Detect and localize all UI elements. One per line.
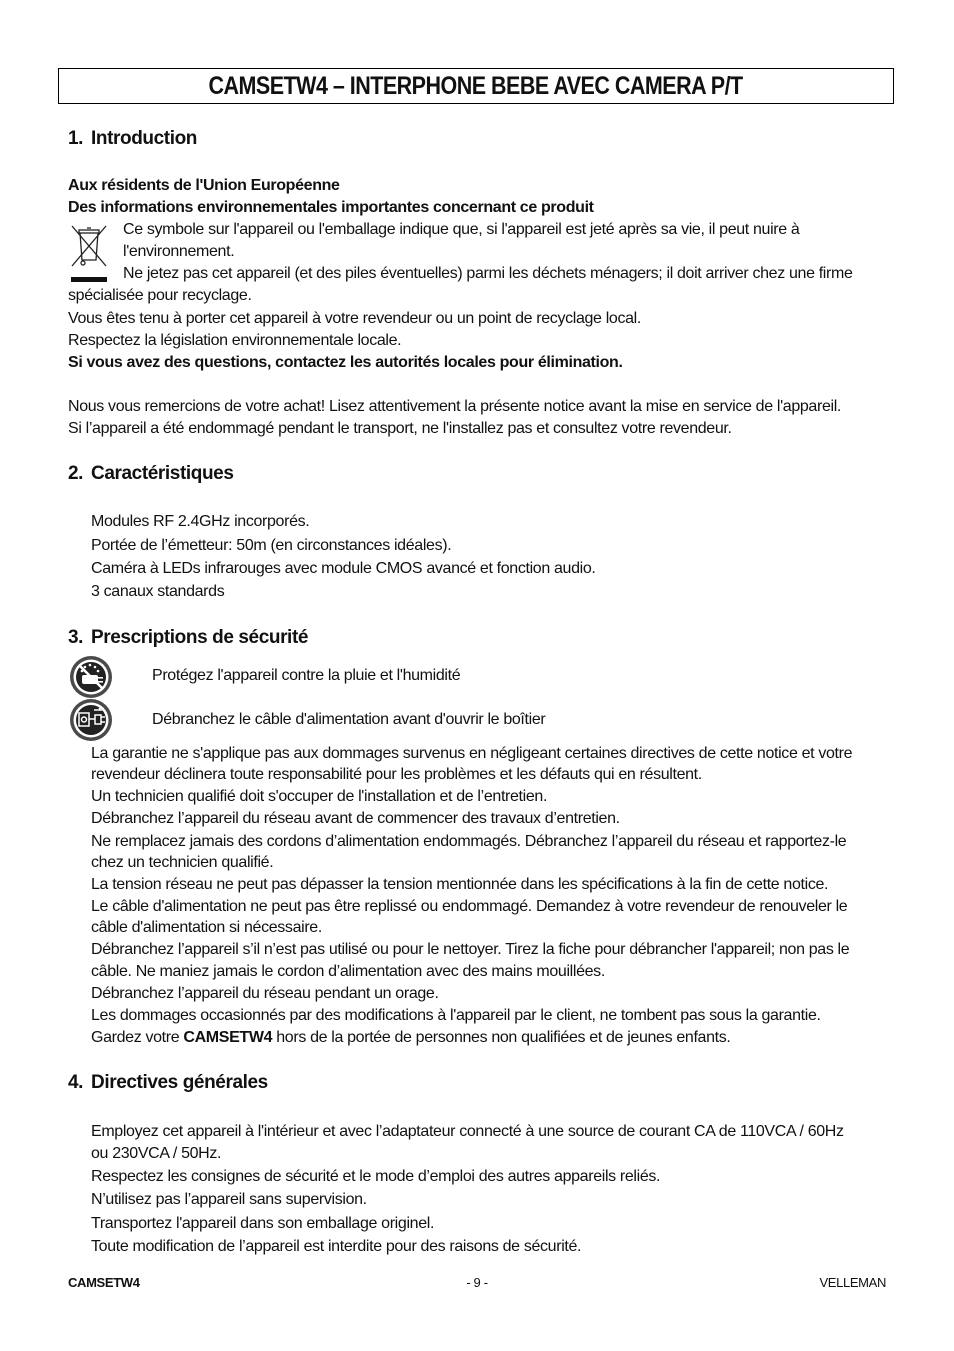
feature-item: 3 canaux standards	[91, 583, 225, 600]
general-line: ou 230VCA / 50Hz.	[91, 1145, 222, 1162]
section-4-number: 4.	[68, 1072, 84, 1093]
intro-p7: Si l’appareil a été endommagé pendant le transport, ne l'installez pas et consultez votre revendeur.	[68, 420, 732, 437]
safety-line: La tension réseau ne peut pas dépasser la tension mentionnée dans les spécifications à la fin de cette notice.	[91, 876, 829, 893]
safety-line: câble d'alimentation si nécessaire.	[91, 919, 322, 936]
general-line: Employez cet appareil à l'intérieur et avec l’adaptateur connecté à une source de courant CA de 110VCA / 60Hz	[91, 1123, 844, 1140]
eu-heading: Aux résidents de l'Union Européenne	[68, 177, 340, 194]
safety-line: câble. Ne maniez jamais le cordon d’alimentation avec des mains mouillées.	[91, 963, 605, 980]
footer-page-number: - 9 -	[466, 1275, 488, 1290]
safety-line: Les dommages occasionnés par des modifications à l'appareil par le client, ne tombent pas sous la garantie.	[91, 1007, 821, 1024]
intro-p1a: Ce symbole sur l'appareil ou l'emballage indique que, si l'appareil est jeté après sa vie, il peut nuire à	[123, 221, 800, 238]
section-2-number: 2.	[68, 463, 84, 484]
intro-p2a: Ne jetez pas cet appareil (et des piles éventuelles) parmi les déchets ménagers; il doit arriver chez une firme	[123, 265, 853, 282]
keep-pre: Gardez votre	[91, 1029, 184, 1046]
safety-line: Un technicien qualifié doit s'occuper de l'installation et de l’entretien.	[91, 788, 548, 805]
section-3-title: Prescriptions de sécurité	[91, 627, 309, 648]
intro-p4: Respectez la législation environnementale locale.	[68, 332, 402, 349]
safety-keep-line	[91, 1027, 730, 1049]
safety-line: chez un technicien qualifié.	[91, 854, 274, 871]
safety-line: Débranchez l’appareil du réseau avant de commencer des travaux d’entretien.	[91, 810, 620, 827]
section-2-title: Caractéristiques	[91, 463, 234, 484]
feature-item: Caméra à LEDs infrarouges avec module CMOS avancé et fonction audio.	[91, 560, 596, 577]
safety-line: Débranchez l’appareil s’il n’est pas utilisé ou pour le nettoyer. Tirez la fiche pour débrancher l'appareil; non pas le	[91, 941, 850, 958]
keep-product-name: CAMSETW4	[183, 1029, 273, 1046]
intro-p5: Si vous avez des questions, contactez les autorités locales pour élimination.	[68, 354, 623, 371]
keep-post: hors de la portée de personnes non qualifiées et de jeunes enfants.	[272, 1029, 731, 1046]
safety-icon2-text: Débranchez le câble d'alimentation avant d'ouvrir le boîtier	[152, 711, 546, 728]
safety-line: Le câble d'alimentation ne peut pas être replissé ou endommagé. Demandez à votre revendeur de renouveler le	[91, 898, 848, 915]
protect-from-rain-icon	[68, 655, 114, 699]
general-line: Respectez les consignes de sécurité et le mode d’emploi des autres appareils reliés.	[91, 1168, 661, 1185]
footer-right: VELLEMAN	[819, 1275, 886, 1290]
intro-p6: Nous vous remercions de votre achat! Lisez attentivement la présente notice avant la mise en service de l'appareil.	[68, 398, 842, 415]
section-4-heading	[68, 1072, 268, 1094]
footer-left: CAMSETW4	[68, 1275, 140, 1290]
page-title: CAMSETW4 – INTERPHONE BEBE AVEC CAMERA P/T	[208, 71, 744, 100]
section-4-title: Directives générales	[91, 1072, 268, 1093]
section-1-number: 1.	[68, 128, 84, 149]
unplug-before-opening-icon	[68, 698, 114, 742]
env-heading: Des informations environnementales importantes concernant ce produit	[68, 199, 594, 216]
feature-item: Portée de l’émetteur: 50m (en circonstances idéales).	[91, 537, 452, 554]
general-line: N’utilisez pas l’appareil sans supervision.	[91, 1191, 367, 1208]
feature-item: Modules RF 2.4GHz incorporés.	[91, 513, 310, 530]
safety-line: Débranchez l’appareil du réseau pendant un orage.	[91, 985, 439, 1002]
safety-line: Ne remplacez jamais des cordons d’alimentation endommagés. Débranchez l’appareil du réseau et rapportez-le	[91, 833, 847, 850]
general-line: Toute modification de l’appareil est interdite pour des raisons de sécurité.	[91, 1238, 582, 1255]
weee-bin-icon	[68, 222, 110, 284]
safety-line: revendeur déclinera toute responsabilité pour les problèmes et les défauts qui en résultent.	[91, 766, 702, 783]
safety-line: La garantie ne s'applique pas aux dommages survenus en négligeant certaines directives de cette notice et votre	[91, 745, 853, 762]
section-1-heading	[68, 128, 197, 150]
general-line: Transportez l'appareil dans son emballage originel.	[91, 1215, 435, 1232]
section-2-heading	[68, 463, 234, 485]
section-1-title: Introduction	[91, 128, 198, 149]
intro-p1b: l'environnement.	[123, 243, 235, 260]
intro-p3: Vous êtes tenu à porter cet appareil à votre revendeur ou un point de recyclage local.	[68, 310, 641, 327]
section-3-heading	[68, 627, 308, 649]
section-3-number: 3.	[68, 627, 84, 648]
intro-p2b: spécialisée pour recyclage.	[68, 287, 252, 304]
safety-icon1-text: Protégez l'appareil contre la pluie et l'humidité	[152, 667, 461, 684]
page-title-box	[58, 68, 894, 104]
